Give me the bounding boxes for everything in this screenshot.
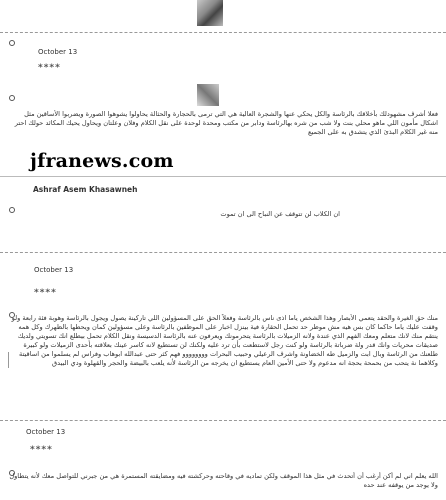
- comment-image: [197, 84, 219, 106]
- separator: [0, 176, 446, 177]
- radio-bullet-icon[interactable]: [9, 207, 15, 213]
- comment-date: October 13: [34, 266, 74, 274]
- site-logo: jfranews.com: [30, 150, 174, 172]
- comment-text: الله يعلم اني لم أكن أرغب أن أتحدث في مثل هذا الموقف ولكن تماديه في وقاحته وحركشته فيه ومضايقته المستمرة هي من جبرني للتواصل معك لأنه يتطاول ولا يوجد من يوقفه عند حده: [9, 472, 438, 489]
- rating-stars: ****: [38, 63, 61, 73]
- radio-bullet-icon[interactable]: [9, 40, 15, 46]
- thumbnail-image: [197, 0, 223, 26]
- comment-text: ان الكلاب لن تتوقف عن النباح الى ان تموت: [220, 210, 340, 218]
- radio-bullet-icon[interactable]: [9, 95, 15, 101]
- separator: [0, 420, 446, 421]
- separator: [0, 32, 446, 33]
- rating-stars: ****: [34, 288, 57, 298]
- rating-stars: ****: [30, 445, 53, 455]
- comment-date: October 13: [38, 48, 78, 56]
- comment-author: Ashraf Asem Khasawneh: [33, 185, 138, 194]
- comment-date: October 13: [26, 428, 66, 436]
- comment-text: منك حق الغيرة والحقد يتعمي الأبصار وهذا الشخص ياما اذى ناس بالرئاسة وفعلاً الحق على المسؤولين اللي تاركينة يصول ويجول بالرئاسة وهوبة فئة رابعة ولو وقفت عليك ياما حاكما كان بس هيه مش موظر حد تحمل الحقارة فية بينزل اخبار على الموظفين بالرئاسة وعلى مسؤولين كمان ويحطها بالظهرك وكل همه ينتقم منك لانك متعلم ومعك الفهم الذي عندة ولانه الزميلات بالرئاسة يتحرمونك ويعرفون عنه بالرئاسة الدسيسة ونقل الكلام تحمل بيطلع انك تسويتي ولديك صديقات محريات وانك قدر ولة ضرباتة بالرئاسة ولو كنت رجل لاستطعت بأن ترد عليه ولكنك لن تستطيع لانه كاسر عينك بعلاقته بأحدى الزميلات ولو كبيرة طلعنك من الرئاسة وبال ابت والزميل طه الخضاونة واشرف الرعيلي وحبيب البحرات وووووووو فهم كثر حتى عبدالله ابوهاب وفراس لم يسلموا من اساقيتة وكلاهما نة يتحب من بحمحة بحجة انه مدعوم ولا حتى الأمين العام يستطيع ان يخرجه من الرئاسة لأنه يلعب بالبيضة والحجر والقهلوة ودي البيدق: [11, 314, 438, 367]
- comment-text: فعلا أشرف مشهودلك بأخلاقك بالرئاسة والكل يحكي عنها والشجرة العالية هي التي ترمى بالحجارة والحثالة يحاولوا يشوهوا الصورة ويضربوا الأساقين مثل اشكال مأمون اللي ماهو محلي بنت ولا شب من شره بهالرئاسة ودابر من مكتب ومحدة لوحدة على نقل الكلام وفلان وعلتان ويحاول يحيك المكائد حولك احتر منه غير الكلام البذئ الذي يتشدق به على الجميع: [14, 110, 438, 136]
- separator: [0, 252, 446, 253]
